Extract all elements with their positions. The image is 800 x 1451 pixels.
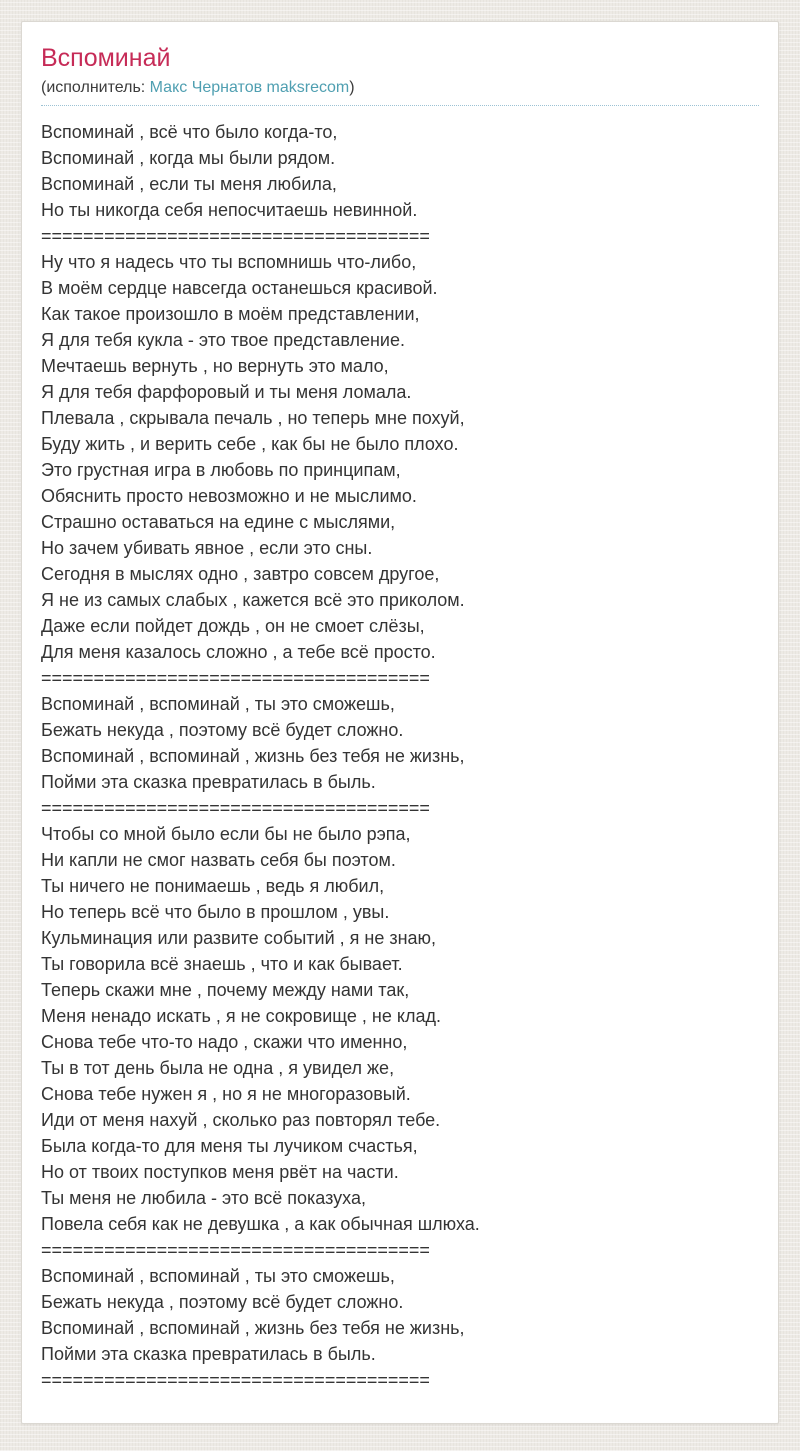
lyric-line: Я для тебя кукла - это твое представление. <box>41 329 405 350</box>
lyric-line: Ты меня не любила - это всё показуха, <box>41 1187 366 1208</box>
lyric-line: Снова тебе что-то надо , скажи что именно, <box>41 1031 408 1052</box>
separator-line: ===================================== <box>41 225 430 246</box>
lyric-line: Пойми эта сказка превратилась в быль. <box>41 771 376 792</box>
lyric-line: Вспоминай , вспоминай , жизнь без тебя не жизнь, <box>41 745 465 766</box>
lyric-line: Ни капли не смог назвать себя бы поэтом. <box>41 849 396 870</box>
lyric-line: Теперь скажи мне , почему между нами так, <box>41 979 410 1000</box>
artist-line <box>41 78 759 97</box>
lyric-line: В моём сердце навсегда останешься красивой. <box>41 277 438 298</box>
lyric-line: Повела себя как не девушка , а как обычная шлюха. <box>41 1213 480 1234</box>
lyric-line: Плевала , скрывала печаль , но теперь мне похуй, <box>41 407 465 428</box>
separator-line: ===================================== <box>41 797 430 818</box>
lyric-line: Мечтаешь вернуть , но вернуть это мало, <box>41 355 389 376</box>
lyric-line: Меня ненадо искать , я не сокровище , не клад. <box>41 1005 441 1026</box>
lyric-line: Кульминация или развите событий , я не знаю, <box>41 927 437 948</box>
lyric-line: Это грустная игра в любовь по принципам, <box>41 459 401 480</box>
separator-line: ===================================== <box>41 1369 430 1390</box>
lyrics-text <box>41 119 759 1393</box>
page-background <box>0 21 800 1451</box>
lyric-line: Вспоминай , всё что было когда-то, <box>41 121 338 142</box>
lyric-line: Но от твоих поступков меня рвёт на части. <box>41 1161 399 1182</box>
lyric-line: Вспоминай , вспоминай , ты это сможешь, <box>41 1265 395 1286</box>
lyric-line: Для меня казалось сложно , а тебе всё просто. <box>41 641 436 662</box>
lyric-line: Вспоминай , вспоминай , ты это сможешь, <box>41 693 395 714</box>
lyrics-card <box>21 21 779 1424</box>
lyric-line: Вспоминай , когда мы были рядом. <box>41 147 336 168</box>
lyric-line: Пойми эта сказка превратилась в быль. <box>41 1343 376 1364</box>
page-title: Вспоминай <box>41 44 171 72</box>
lyric-line: Обяснить просто невозможно и не мыслимо. <box>41 485 417 506</box>
lyric-line: Ты ничего не понимаешь , ведь я любил, <box>41 875 385 896</box>
lyric-line: Буду жить , и верить себе , как бы не было плохо. <box>41 433 459 454</box>
lyric-line: Но теперь всё что было в прошлом , увы. <box>41 901 390 922</box>
separator-line: ===================================== <box>41 1239 430 1260</box>
artist-label-prefix: (исполнитель: <box>41 78 150 96</box>
artist-link[interactable]: Макс Чернатов maksrecom <box>149 78 350 96</box>
song-header <box>41 45 759 106</box>
lyric-line: Но ты никогда себя непосчитаешь невинной. <box>41 199 418 220</box>
lyric-line: Была когда-то для меня ты лучиком счастья, <box>41 1135 418 1156</box>
lyric-line: Сегодня в мыслях одно , завтро совсем другое, <box>41 563 440 584</box>
lyric-line: Иди от меня нахуй , сколько раз повторял тебе. <box>41 1109 441 1130</box>
lyric-line: Бежать некуда , поэтому всё будет сложно. <box>41 719 404 740</box>
lyric-line: Даже если пойдет дождь , он не смоет слёзы, <box>41 615 425 636</box>
lyric-line: Я для тебя фарфоровый и ты меня ломала. <box>41 381 412 402</box>
separator-line: ===================================== <box>41 667 430 688</box>
lyric-line: Ты в тот день была не одна , я увидел же, <box>41 1057 395 1078</box>
lyric-line: Бежать некуда , поэтому всё будет сложно. <box>41 1291 404 1312</box>
lyric-line: Но зачем убивать явное , если это сны. <box>41 537 373 558</box>
lyric-line: Я не из самых слабых , кажется всё это приколом. <box>41 589 465 610</box>
lyric-line: Ну что я надесь что ты вспомнишь что-либо, <box>41 251 417 272</box>
artist-label-suffix: ) <box>349 78 355 96</box>
lyric-line: Как такое произошло в моём представлении, <box>41 303 420 324</box>
lyric-line: Ты говорила всё знаешь , что и как бывает. <box>41 953 403 974</box>
lyric-line: Вспоминай , если ты меня любила, <box>41 173 337 194</box>
lyric-line: Чтобы со мной было если бы не было рэпа, <box>41 823 411 844</box>
lyric-line: Страшно оставаться на едине с мыслями, <box>41 511 396 532</box>
lyric-line: Вспоминай , вспоминай , жизнь без тебя не жизнь, <box>41 1317 465 1338</box>
lyric-line: Снова тебе нужен я , но я не многоразовый. <box>41 1083 411 1104</box>
